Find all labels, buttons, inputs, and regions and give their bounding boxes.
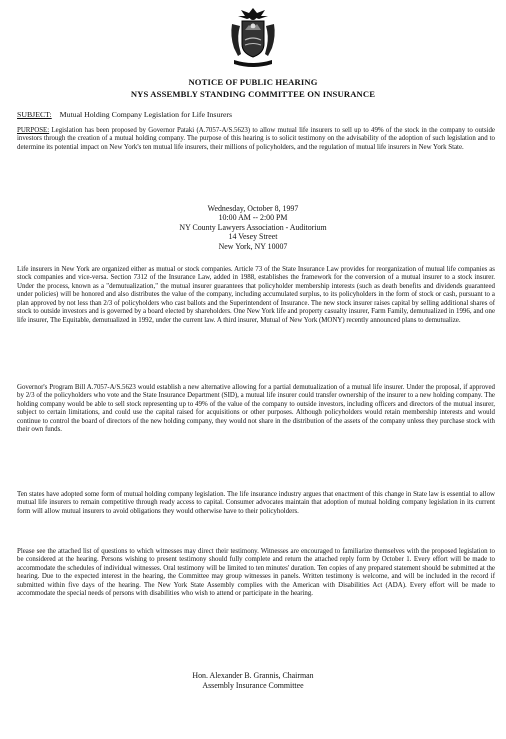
event-city: New York, NY 10007 <box>218 241 288 251</box>
subject-label: SUBJECT: <box>17 110 52 119</box>
committee-title: Assembly Insurance Committee <box>202 681 304 690</box>
committee-name: NYS ASSEMBLY STANDING COMMITTEE ON INSURANCE <box>130 89 376 99</box>
background-paragraph: Life insurers in New York are organized either as mutual or stock companies. Article 73 of the State Insurance Law provides for reorganization of mutual life companies as stock companies and vice-versa. Section 7312 of the Insurance Law, added in 1988, establishes the framework for the conversion of a mutual insurer to a stock insurer. Under the process, known as a "demutualization," the mutual insurer guarantees that policyholder membership interests (such as death benefits and dividends guaranteed under policies) will be honored and also distributes the value of the company, including accumulated surplus, to its policyholders in the form of stock or cash, pursuant to a plan approved by not less than 2/3 of policyholders who cast ballots and the Superintendent of Insurance. The new stock insurer raises capital by selling additional shares of stock to outside investors and is governed by a board elected by shareholders. One New York life and property casualty insurer, Farm Family, demutualized in 1996, and one life insurer, The Equitable, demutualized in 1992, under the current law. A third insurer, Mutual of New York (MONY) recently announced plans to demutualize. <box>17 266 495 324</box>
event-street: 14 Vesey Street <box>228 232 278 242</box>
event-details <box>0 204 506 251</box>
proposal-paragraph: Governor's Program Bill A.7057-A/S.5623 would establish a new alternative allowing for a partial demutualization of a mutual life insurer. Under the proposal, if approved by 2/3 of the policyholders who vote and the State Insurance Department (SID), a mutual life insurer could transfer ownership of the insurer to a new holding company. The holding company would be able to sell stock representing up to 49% of the value of the company to outside investors, including officers and directors of the mutual insurer, subject to certain limitations, and could use the capital raised for acquisitions or other purposes. Although policyholders would retain membership interests and would continue to control the board of directors of the new holding company, they would not share in the distribution of the assets of the company unless they purchase stock with their own funds. <box>17 384 495 434</box>
witness-paragraph: Please see the attached list of questions to which witnesses may direct their testimony. Witnesses are encouraged to familiarize themselves with the proposed legislation to be considered at the hearing. Persons wishing to present testimony should fully complete and return the attached reply form by October 1. Every effort will be made to accommodate the schedules of individual witnesses. Oral testimony will be limited to ten minutes' duration. Ten copies of any prepared statement should be submitted at the hearing. Due to the expected interest in the hearing, the Committee may group witnesses in panels. Written testimony is welcome, and will be included in the record if submitted within five days of the hearing. The New York State Assembly complies with the American with Disabilities Act (ADA). Every effort will be made to accommodate the special needs of persons with disabilities who wish to attend or participate in the hearing. <box>17 548 495 598</box>
notice-title: NOTICE OF PUBLIC HEARING <box>188 77 318 87</box>
states-paragraph: Ten states have adopted some form of mutual holding company legislation. The life insurance industry argues that enactment of this change in State law is essential to allow mutual life insurers to remain competitive through ready access to capital. Consumer advocates maintain that adoption of mutual holding company legislation in its current form will allow mutual insurers to avoid obligations they would otherwise have to their policyholders. <box>17 491 495 515</box>
subject-text: Mutual Holding Company Legislation for Life Insurers <box>59 110 233 119</box>
subject-line <box>17 110 232 119</box>
chairman-name: Hon. Alexander B. Grannis, Chairman <box>192 671 314 680</box>
event-date: Wednesday, October 8, 1997 <box>207 204 299 213</box>
purpose-text: Legislation has been proposed by Governor Pataki (A.7057-A/S.5623) to allow mutual life insurers to sell up to 49% of the stock in the company to outside investors through the creation of a mutual holding company. The purpose of this hearing is to solicit testimony on the advisability of the adoption of such legislation and to determine its potential impact on New York's ten mutual life insurers, their millions of policyholders, and the regulation of mutual life insurers in New York State. <box>17 127 495 151</box>
signature-block <box>0 671 506 691</box>
purpose-paragraph <box>17 127 495 152</box>
purpose-label: PURPOSE: <box>17 127 50 134</box>
event-time: 10:00 AM -- 2:00 PM <box>218 213 288 223</box>
new-york-state-seal-icon <box>228 6 278 68</box>
event-venue: NY County Lawyers Association - Auditorium <box>179 222 327 232</box>
